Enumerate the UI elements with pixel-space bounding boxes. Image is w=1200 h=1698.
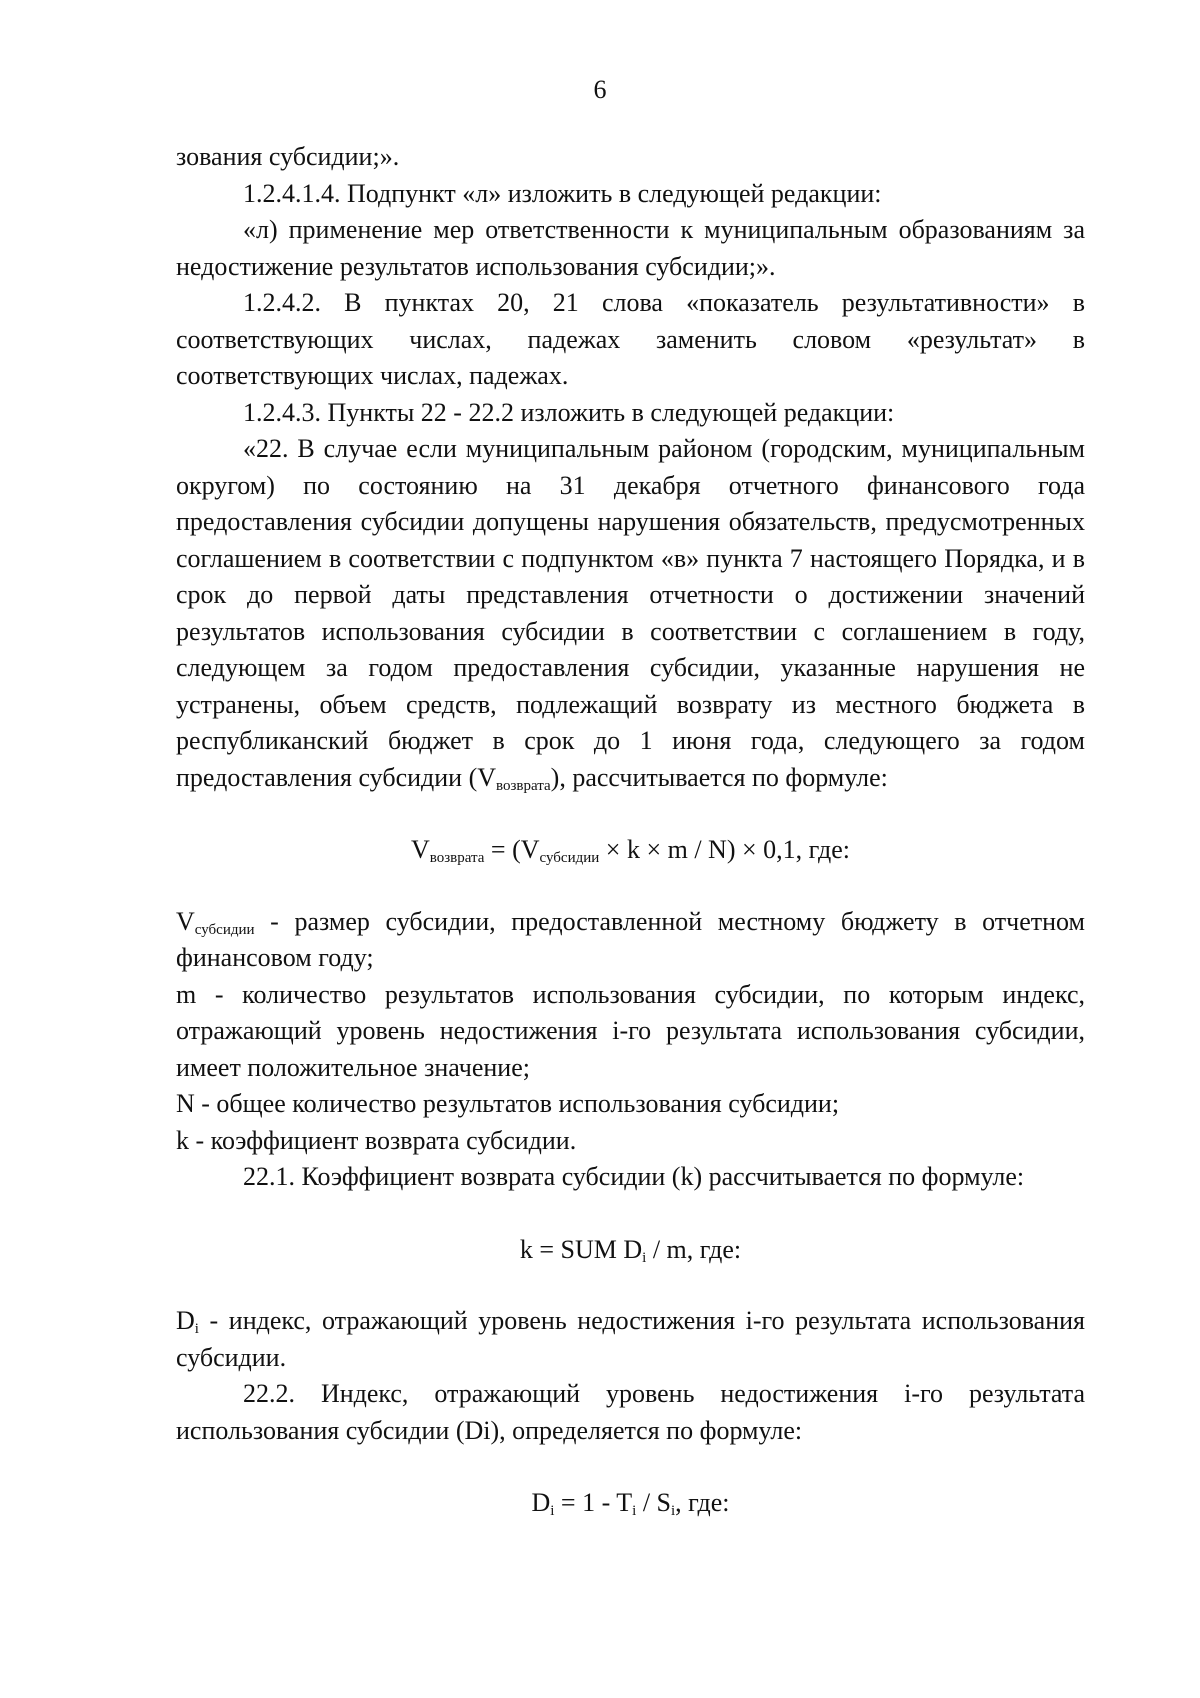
formula-text: × k × m / N) × 0,1, где: (599, 835, 851, 864)
paragraph-22-2: 22.2. Индекс, отражающий уровень недостижения i-го результата использования субсидии (Di), определяется по формуле: (176, 1379, 1085, 1445)
subscript: возврата (429, 850, 485, 866)
subscript: субсидии (194, 921, 255, 938)
paragraph-quote-l: «л) применение мер ответственности к муниципальным образованиям за недостижение результатов использования субсидии;». (176, 215, 1085, 281)
subscript: возврата (496, 777, 551, 794)
paragraph-22 (176, 431, 1085, 796)
subscript: i (642, 1249, 647, 1266)
paragraph-1-2-4-3: 1.2.4.3. Пункты 22 - 22.2 изложить в следующей редакции: (243, 397, 895, 427)
subscript: i (194, 1321, 199, 1337)
paragraph-continuation: зования субсидии;». (176, 142, 400, 171)
definition-text: - размер субсидии, предоставленной местному бюджету в отчетном финансовом году; (176, 906, 1085, 972)
paragraph-22-tail: ), рассчитывается по формуле: (550, 762, 888, 792)
formula-text: V (410, 835, 430, 864)
paragraph-1-2-4-2: 1.2.4.2. В пунктах 20, 21 слова «показатель результативности» в соответствующих числах, падежах заменить словом «результат» в соответствующих числах, падежах. (176, 288, 1085, 390)
paragraph-22-1: 22.1. Коэффициент возврата субсидии (k) рассчитывается по формуле: (243, 1162, 1025, 1191)
formula-k (176, 1232, 1085, 1269)
definition-symbol: D (176, 1306, 195, 1335)
definition-n: N - общее количество результатов использования субсидии; (176, 1089, 840, 1118)
definition-symbol: V (176, 906, 195, 936)
formula-v-vozvrata (176, 832, 1085, 869)
definition-v-subsidii (176, 904, 1085, 977)
formula-text: / m, где: (646, 1234, 742, 1264)
paragraph-22-text: «22. В случае если муниципальным районом (городским, муниципальным округом) по состоянию на 31 декабря отчетного финансового года предоставления субсидии допущены нарушения обязательств, предусмотренных соглашением в соответствии с подпунктом «в» пункта 7 настоящего Порядка, и в срок до первой даты представления отчетности о достижении значений результатов использования субсидии в соответствии с соглашением в году, следующем за годом предоставления субсидии, указанные нарушения не устранены, объем средств, подлежащий возврату из местного бюджета в республиканский бюджет в срок до 1 июня года, следующего за годом предоставления субсидии (V (176, 434, 1085, 792)
formula-text: = 1 - T (554, 1488, 633, 1517)
subscript: i (550, 1503, 555, 1519)
formula-text: D (531, 1488, 551, 1517)
subscript: i (671, 1503, 676, 1519)
formula-di (176, 1485, 1085, 1522)
formula-text: k = SUM D (519, 1234, 643, 1264)
subscript: i (632, 1503, 637, 1519)
definition-di (176, 1303, 1085, 1376)
document-body (176, 139, 1085, 1557)
formula-text: , где: (675, 1488, 730, 1517)
definition-text: - индекс, отражающий уровень недостижения i-го результата использования субсидии. (176, 1306, 1085, 1372)
paragraph-1-2-4-1-4: 1.2.4.1.4. Подпункт «л» изложить в следующей редакции: (243, 178, 882, 208)
definition-k: k - коэффициент возврата субсидии. (176, 1125, 577, 1155)
definition-m: m - количество результатов использования субсидии, по которым индекс, отражающий уровень недостижения i-го результата использования субсидии, имеет положительное значение; (176, 979, 1085, 1082)
page-number: 6 (593, 75, 607, 104)
subscript: субсидии (539, 850, 600, 866)
formula-text: = (V (484, 835, 540, 864)
formula-text: / S (636, 1488, 671, 1517)
